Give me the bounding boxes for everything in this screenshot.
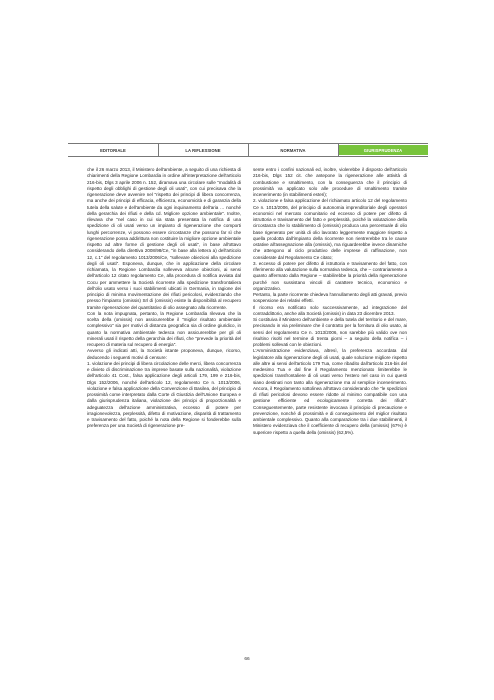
paragraph: 2. violazione e falsa applicazione del richiamato articolo 12 del regolamento Ce n. 1013/2006, del principio di autonomia imprenditoriale degli operatori economici nel mercato comunitario ed eccesso di potere per difetto di istruttoria e travisamento del fatto e perplessità, poiché la valutazione della circostanza che lo stabilimento di (omissis) produca una percentuale di olio base rigenerato per unità di olio lavorato leggermente maggiore rispetto a quella prodotta dall'impianto della ricorrente non rientrerebbe tra le cause ostative all'assegnazione alla (omissis), ma riguarderebbe invece dinamiche che attengono al ciclo produttivo delle imprese di raffinazione, non considerate dal Regolamento Ce citato; <box>253 198 407 260</box>
nav-item-normativa[interactable] <box>248 145 338 155</box>
nav-separator <box>338 144 339 156</box>
paragraph: 3. eccesso di potere per difetto di istruttoria e travisamento del fatto, con riferimento alla valutazione sulla normativa tedesca, che – contrariamente a quanto affermato dalla Regione – stabilirebbe la priorità della rigenerazione purché non sussistano vincoli di carattere tecnico, economico e organizzativo. <box>253 260 407 291</box>
nav-separator <box>248 144 249 156</box>
article-body <box>87 167 407 647</box>
right-column <box>253 167 407 647</box>
nav-bottom-rule <box>68 156 428 157</box>
nav-item-giurisprudenza[interactable] <box>338 145 428 155</box>
nav-separator <box>158 144 159 156</box>
paragraph: Con la nota impugnata, pertanto, la Regione Lombardia rilevava che la scelta della (omissis) non assicurerebbe il "miglior risultato ambientale complessivo" sia per motivi di distanza geografica sia di ordine giuridico, in quanto la normativa ambientale tedesca non assicurerebbe per gli oli minerali usati il rispetto della gerarchia dei rifiuti, che "prevede la priorità del recupero di materia sul recupero di energia". <box>87 310 241 347</box>
nav-item-label: NORMATIVA <box>280 147 306 153</box>
paragraph: L'Amministrazione evidenziava, altresì, la preferenza accordata dal legislatore alla rigenerazione degli oli usati, quale soluzione migliore rispetto alle altre ai sensi dell'articolo 179 Tua, come ribadito dall'articolo 216-bis del medesimo Tua e dal fine il Regolamento menzionato limiterebbe le spedizioni transfrontaliere di oli usati verso l'estero nel caso in cui questi siano destinati non tanto alla rigenerazione ma al semplice incenerimento. Ancora, il Regolamento sottolinea all'ottavo considerando che "le spedizioni di rifiuti pericolosi devono essere ridotte al minimo compatibile con una gestione efficiente ed ecologicamente corretta dei rifiuti". Conseguentemente, parte resistente invocava il principio di precauzione e prevenzione, nonché di prossimità e di conseguimento del miglior risultato ambientale complessivo. Quanto alla comparazione tra i due stabilimenti, il Ministero evidenziava che il coefficiente di recupero della (omissis) (67%) è superiore rispetto a quella della (omissis) (62,5%). <box>253 348 407 435</box>
nav-item-la-riflessione[interactable] <box>158 145 248 155</box>
nav-item-label: EDITORIALE <box>100 147 126 153</box>
page-number: 66 <box>244 657 250 662</box>
paragraph: Si costituiva il Ministero dell'ambiente e della tutela del territorio e del mare, precisando in via preliminare che il contratto per la fornitura di olio usato, ai sensi del regolamento Ce n. 1013/2006, non sarebbe più valido ove non risultino risolti nel termine di trenta giorni – a seguito della notifica – i problemi sollevati con le obiezioni. <box>253 317 407 347</box>
paragraph: che il 26 marzo 2013, il Ministero dell'ambiente, a seguito di una richiesta di chiarimenti della Regione Lombardia in ordine all'interpretazione dell'articolo 216-bis, Dlgs 3 aprile 2006 n. 152, diramava una circolare sulle "modalità di rispetto degli obblighi di gestione degli oli usati", con cui precisava che la rigenerazione deve avvenire nel "rispetto dei principi di libera concorrenza, ma anche dei principi di efficacia, efficienza, economicità e di garanzia della tutela della salute e dell'ambiente da ogni inquinamento dell'aria … nonché della gerarchia dei rifiuti e della cd. Migliore opzione ambientale". Inoltre, rilevava che "nel caso in cui sia stata presentata la notifica di una spedizione di oli usati verso un impianto di rigenerazione che comporti lunghi percorrenze, vi possono essere circostanze che possono far sì che rigenerazione possa addirittura non costituire la migliore opzione ambientale rispetto ad altre forme di gestione degli oli usati", in base all'ottavo considerando della direttiva 2008/98/Ce, "in base alla lettera a) dell'articolo 12, c.1" del regolamento 1013/2006/Ce, "sollevare obiezioni alla spedizione degli oli usati". Esponeva, dunque, che in applicazione della circolare richiamata, la Regione Lombardia solleveva alcune obiezioni, ai sensi dell'articolo 12 citato regolamento Ce, alla procedura di notifica avviata dal Cocu per ammettere la Società ricorrente alla spedizione transfrontaliera dell'olio usato verso i suoi stabilimenti ubicati in Germania, in ragione dei principio di minima movimentazione dei rifiuti pericolosi, evidenziando che presso l'impianto (omissis) Srl di (omissis) esiste la disponibilità al recupero tramite rigenerazione del quantitativo di olio assegnato alla ricorrente. <box>87 167 241 310</box>
paragraph: sente entro i confini nazionali ed, inoltre, violerebbe il disposto dell'articolo 216-bis, Dlgs 152 cit. che antepone la rigenerazione alle attività di combustione e smaltimento, con la conseguenza che il principio di prossimità va applicato solo alle procedure di smaltimento tramite incenerimento (in stabilimenti esteri); <box>253 167 407 197</box>
paragraph: Avverso gli indicati atti, la Società istante proponeva, dunque, ricorso, deducendo i seguenti motivi di censure: <box>87 348 241 360</box>
nav-item-label: GIURISPRUDENZA <box>363 147 403 153</box>
left-column <box>87 167 241 647</box>
paragraph: Il ricorso era notificato solo successivamente, ad integrazione del contraddittorio, anche alla Società (omissis) in data 23 dicembre 2013. <box>253 304 407 316</box>
nav-item-label: LA RIFLESSIONE <box>185 147 221 153</box>
paragraph: Pertanto, la parte ricorrente chiedeva l'annullamento degli atti gravati, previo sospensione dei relativi effetti. <box>253 292 407 304</box>
paragraph: 1. violazione dei principi di libera circolazione delle merci, libera concorrenza e divieto di discriminazione tra imprese basate sulla nazionalità, violazione dell'articolo 41 Cost., falsa applicazione degli articoli 179, 199 e 216-bis, Dlgs 152/2006, nonché dell'articolo 12, regolamento Ce n. 1013/2006, violazione e falsa applicazione della Convenzione di Basilea, del principio di prossimità come interpretato dalla Corte di Giustizia dell'Unione Europea e dalla giurisprudenza italiana, violazione dei principi di proporzionalità e adeguatezza dell'azione amministrativa, eccesso di potere per irragionevolezza, perplessità, difetto di motivazione, disparità di trattamento e travisamento del fatto, poiché la nota della Regione si fonderebbe sulla preferenza per una Società di rigenerazione pre- <box>87 360 241 429</box>
nav-item-editoriale[interactable] <box>68 145 158 155</box>
